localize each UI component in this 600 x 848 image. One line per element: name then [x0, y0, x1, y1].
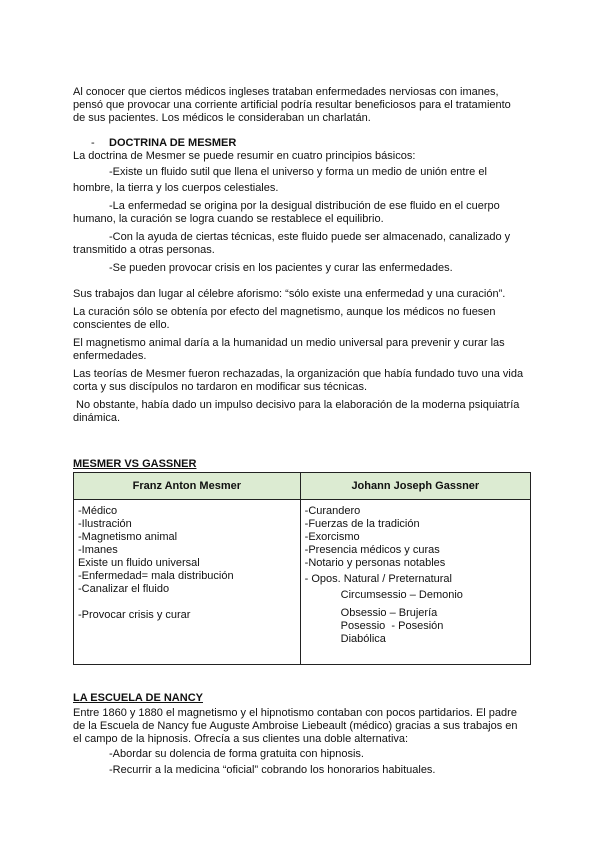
- principle-item: [73, 200, 531, 213]
- list-item: -Abordar su dolencia de forma gratuita con hipnosis.: [109, 748, 364, 760]
- principle-item: [73, 262, 531, 275]
- text-line: transmitido a otras personas.: [73, 244, 215, 256]
- table-cell-line: Diabólica: [340, 633, 386, 645]
- table-cell-line: -Provocar crisis y curar: [78, 609, 191, 621]
- table-header-gassner: Johann Joseph Gassner: [300, 473, 530, 500]
- table-cell-line: Existe un fluido universal: [78, 557, 200, 569]
- table-cell-line: -Exorcismo: [304, 531, 360, 543]
- table-cell-line: - Opos. Natural / Preternatural: [304, 573, 452, 585]
- table-cell-line: -Fuerzas de la tradición: [304, 518, 420, 530]
- text-line: La curación sólo se obtenía por efecto del magnetismo, aunque los médicos no fuesen: [73, 306, 496, 318]
- text-line: de la Escuela de Nancy fue Auguste Ambroise Liebeault (médico) gracias a sus trabajos en: [73, 720, 518, 732]
- text-line: enfermedades.: [73, 350, 147, 362]
- text-line: hombre, la tierra y los cuerpos celestiales.: [73, 182, 279, 194]
- table-cell-line: -Médico: [78, 505, 118, 517]
- table-cell-line: -Magnetismo animal: [78, 531, 178, 543]
- table-cell-line: Posessio - Posesión: [340, 620, 444, 632]
- intro-paragraph: [73, 86, 531, 125]
- text-line: conscientes de ello.: [73, 319, 170, 331]
- text-line: de sus pacientes. Los médicos le consideraban un charlatán.: [73, 112, 371, 124]
- text-line: el campo de la hipnosis. Ofrecía a sus clientes una doble alternativa:: [73, 733, 409, 745]
- text-line: humano, la curación se logra cuando se restablece el equilibrio.: [73, 213, 384, 225]
- principle-item: [73, 231, 531, 244]
- list-item: -Recurrir a la medicina “oficial” cobrando los honorarios habituales.: [109, 764, 436, 776]
- bullet-dash: -: [91, 137, 95, 149]
- nancy-paragraph: [73, 707, 531, 746]
- paragraph: [73, 288, 531, 301]
- comparison-table: [73, 472, 531, 665]
- text-line: -Con la ayuda de ciertas técnicas, este fluido puede ser almacenado, canalizado y: [109, 231, 511, 243]
- paragraph: [73, 337, 531, 363]
- table-cell-line: -Enfermedad= mala distribución: [78, 570, 234, 582]
- gassner-column: [300, 500, 530, 665]
- table-cell-line: Circumsessio – Demonio: [340, 589, 463, 601]
- text-line: Las teorías de Mesmer fueron rechazadas, la organización que había fundado tuvo una vida: [73, 368, 524, 380]
- text-line: corta y sus discípulos no tardaron en modificar sus técnicas.: [73, 381, 368, 393]
- text-line: -Existe un fluido sutil que llena el universo y forma un medio de unión entre el: [109, 166, 487, 178]
- table-cell-line: [78, 596, 296, 609]
- text-line: El magnetismo animal daría a la humanidad un medio universal para prevenir y curar las: [73, 337, 505, 349]
- table-cell-line: -Imanes: [78, 544, 118, 556]
- text-line: Al conocer que ciertos médicos ingleses trataban enfermedades nerviosas con imanes,: [73, 86, 499, 98]
- text-line: Sus trabajos dan lugar al célebre aforismo: “sólo existe una enfermedad y una curación”.: [73, 288, 506, 300]
- text-line: pensó que provocar una corriente artificial podría resultar beneficiosos para el tratamiento: [73, 99, 511, 111]
- table-header-mesmer: Franz Anton Mesmer: [74, 473, 301, 500]
- paragraph: [73, 399, 531, 425]
- table-cell-line: -Curandero: [304, 505, 361, 517]
- table-cell-line: Obsessio – Brujería: [340, 607, 438, 619]
- table-cell-line: -Presencia médicos y curas: [304, 544, 440, 556]
- table-cell-line: -Notario y personas notables: [304, 557, 446, 569]
- nancy-title: LA ESCUELA DE NANCY: [73, 692, 203, 704]
- text-line: dinámica.: [73, 412, 121, 424]
- versus-title: MESMER VS GASSNER: [73, 458, 197, 470]
- principle-item: [73, 166, 531, 179]
- paragraph: [73, 306, 531, 332]
- text-line: -Se pueden provocar crisis en los pacientes y curar las enfermedades.: [109, 262, 453, 274]
- mesmer-column: [74, 500, 301, 665]
- doctrina-heading: [73, 137, 531, 150]
- document-page: [73, 86, 531, 777]
- table-cell-line: -Canalizar el fluido: [78, 583, 170, 595]
- text-line: -La enfermedad se origina por la desigual distribución de ese fluido en el cuerpo: [109, 200, 500, 212]
- paragraph: [73, 368, 531, 394]
- text-line: Entre 1860 y 1880 el magnetismo y el hipnotismo contaban con pocos partidarios. El padre: [73, 707, 517, 719]
- text-line: No obstante, había dado un impulso decisivo para la elaboración de la moderna psiquiatría: [73, 399, 520, 411]
- table-cell-line: -Ilustración: [78, 518, 132, 530]
- doctrina-lead: La doctrina de Mesmer se puede resumir en cuatro principios básicos:: [73, 150, 416, 162]
- doctrina-title: DOCTRINA DE MESMER: [109, 137, 237, 149]
- nancy-options: [73, 748, 531, 777]
